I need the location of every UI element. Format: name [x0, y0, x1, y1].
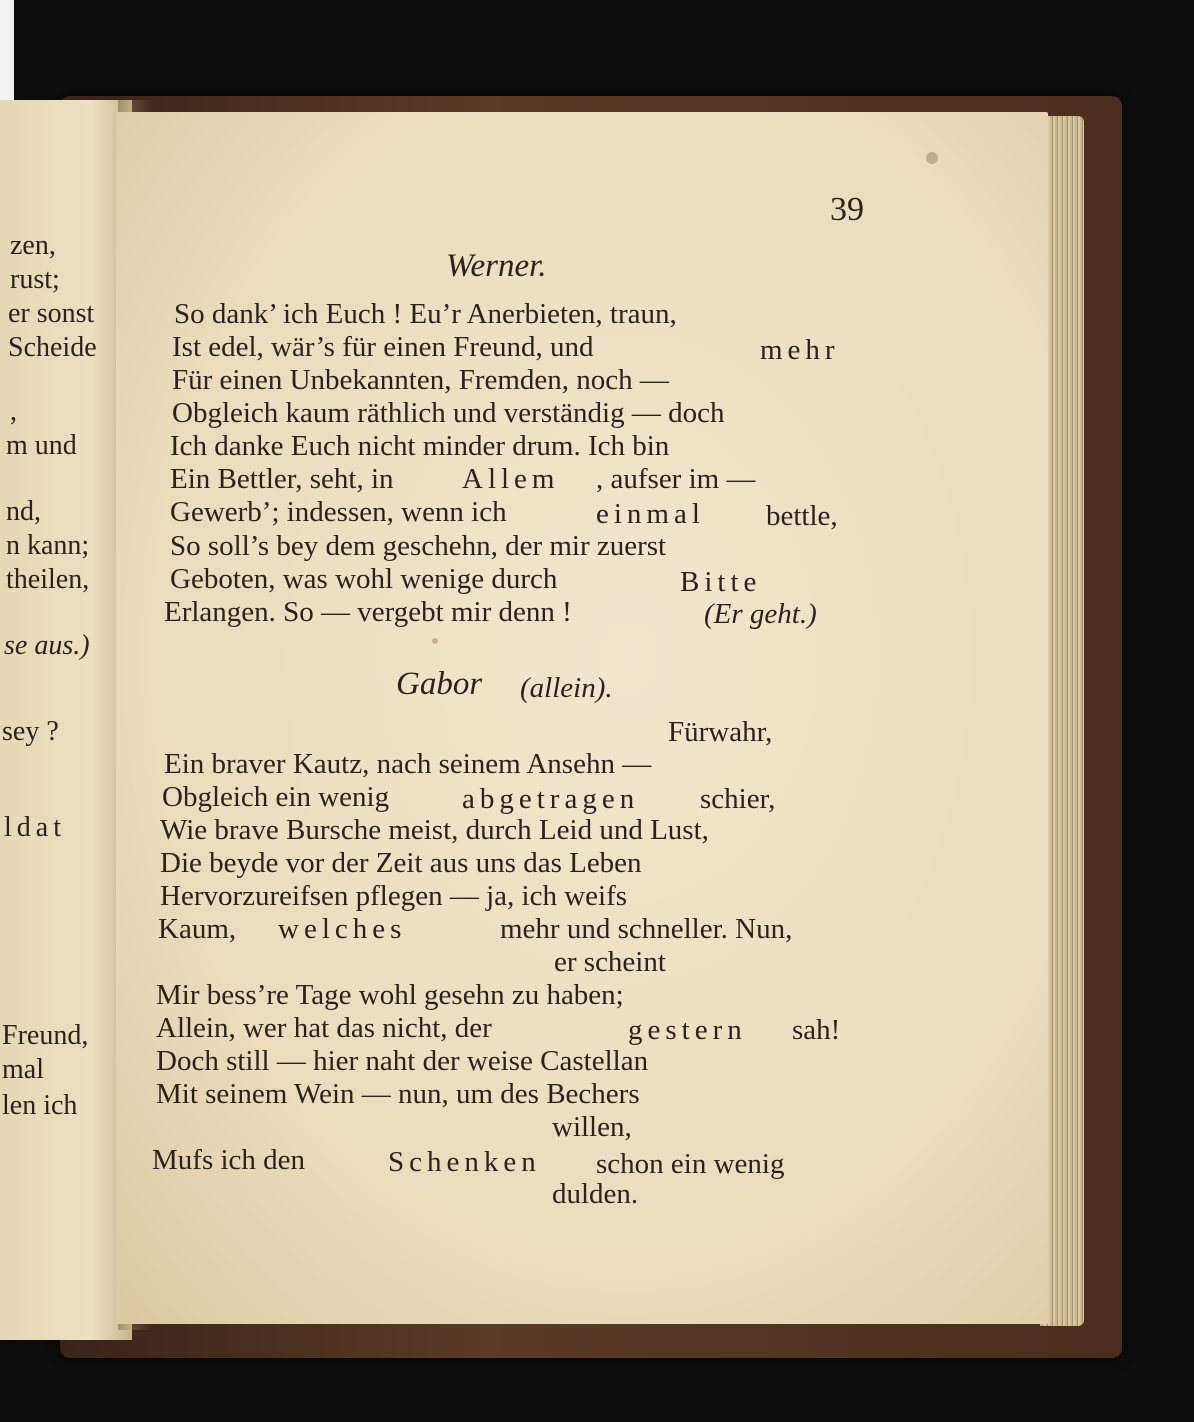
foxing-spot — [926, 152, 938, 164]
verse-line: Allein, wer hat das nicht, der — [156, 1012, 492, 1044]
verse-line: Gewerb’; indessen, wenn ich — [170, 496, 507, 528]
verse-emphasis: Schenken — [388, 1146, 541, 1178]
verse-line: Wie brave Bursche meist, durch Leid und Lust, — [160, 814, 709, 846]
left-fragment: rust; — [10, 264, 60, 295]
page-number: 39 — [830, 191, 864, 228]
verse-emphasis: Bitte — [680, 566, 762, 598]
verse-line: Geboten, was wohl wenige durch — [170, 563, 558, 595]
verse-emphasis: welches — [278, 913, 407, 945]
verse-line: Ein braver Kautz, nach seinem Ansehn — — [164, 748, 652, 780]
verse-line: Die beyde vor der Zeit aus uns das Leben — [160, 847, 642, 879]
left-fragment: n kann; — [6, 530, 90, 561]
verse-line: Ich danke Euch nicht minder drum. Ich bin — [170, 430, 670, 462]
verse-line: Fürwahr, — [668, 716, 773, 748]
verse-line: Erlangen. So — vergebt mir denn ! — [164, 596, 572, 628]
speaker-name: Werner. — [446, 248, 547, 284]
left-fragment: se aus.) — [4, 630, 90, 661]
verse-line: Doch still — hier naht der weise Castellan — [156, 1045, 649, 1077]
left-fragment: er sonst — [8, 298, 95, 329]
left-fragment: m und — [6, 430, 77, 461]
speaker-name: Gabor — [396, 666, 483, 702]
verse-line: sah! — [792, 1014, 841, 1046]
ink-spot — [432, 638, 438, 644]
verse-emphasis: Allem — [462, 463, 560, 495]
verse-line: So soll’s bey dem geschehn, der mir zuerst — [170, 530, 667, 562]
verse-line: So dank’ ich Euch ! Eu’r Anerbieten, traun, — [174, 298, 677, 330]
left-fragment: Freund, — [2, 1020, 89, 1051]
left-fragment: , — [10, 396, 17, 427]
left-fragment: Scheide — [8, 332, 97, 363]
left-fragment: ldat — [4, 812, 66, 843]
verse-line: Hervorzureifsen pflegen — ja, ich weifs — [160, 880, 628, 912]
verse-emphasis: gestern — [628, 1014, 747, 1046]
verse-line: Kaum, — [158, 913, 237, 945]
verse-line: Mit seinem Wein — nun, um des Bechers — [156, 1078, 640, 1110]
verse-line: Mir bess’re Tage wohl gesehn zu haben; — [156, 979, 624, 1011]
left-fragment: zen, — [10, 230, 56, 261]
verse-line: Mufs ich den — [152, 1144, 306, 1176]
left-fragment: len ich — [2, 1090, 78, 1121]
verse-line: Obgleich ein wenig — [162, 781, 390, 813]
verse-line: Obgleich kaum räthlich und verständig — doch — [172, 397, 725, 429]
verse-line: willen, — [552, 1111, 632, 1143]
verse-line: dulden. — [552, 1178, 639, 1210]
verse-line: , aufser im — — [596, 463, 756, 495]
left-page — [0, 100, 132, 1340]
left-fragment: sey ? — [2, 716, 59, 747]
verse-emphasis: abgetragen — [462, 783, 640, 815]
verse-line: Ein Bettler, seht, in — [170, 463, 394, 495]
verse-line: schon ein wenig — [596, 1148, 785, 1180]
verse-line: Für einen Unbekannten, Fremden, noch — — [172, 364, 669, 396]
verse-emphasis: einmal — [596, 498, 705, 530]
left-fragment: nd, — [6, 496, 41, 527]
verse-line: bettle, — [766, 500, 838, 532]
verse-line: mehr und schneller. Nun, — [500, 913, 793, 945]
verse-line: schier, — [700, 783, 776, 815]
verse-line: er scheint — [554, 946, 666, 978]
stage-direction: (allein). — [520, 672, 613, 704]
verse-emphasis: mehr — [760, 334, 840, 366]
verse-line: Ist edel, wär’s für einen Freund, und — [172, 331, 594, 363]
left-fragment: theilen, — [6, 564, 90, 595]
stage-direction: (Er geht.) — [704, 598, 817, 630]
left-fragment: mal — [2, 1054, 44, 1085]
